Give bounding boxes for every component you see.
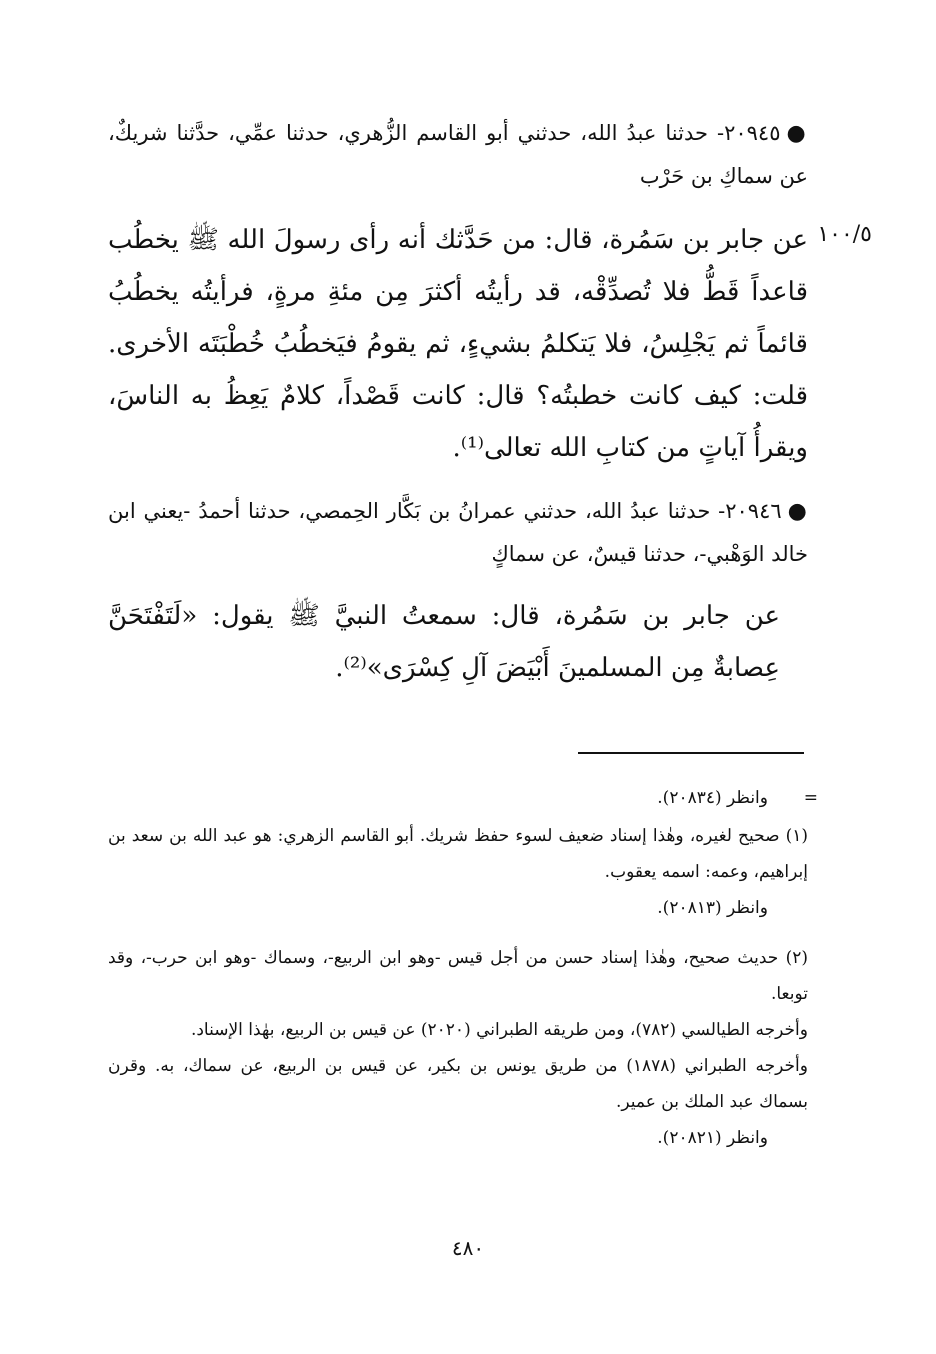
- footnote-2-takhrij-2: وأخرجه الطبراني (١٨٧٨) من طريق يونس بن بكير، عن قيس بن الربيع، عن سماك، به. وقرن بسماك عبد الملك بن عمير.: [108, 1056, 808, 1112]
- bullet-icon: ●: [786, 121, 808, 146]
- footnote-2-text: (٢) حديث صحيح، وهٰذا إسناد حسن من أجل قيس -وهو ابن الربيع-، وسماك -وهو ابن حرب-، وقد توبعا.: [108, 948, 808, 1004]
- continuation-mark: =: [803, 788, 818, 808]
- footnote-1: [108, 818, 808, 926]
- footnote-2: [108, 940, 808, 1156]
- hadith-20945-isnad: ●٢٠٩٤٥- حدثنا عبدُ الله، حدثني أبو القاسم الزُّهري، حدثنا عمِّي، حدَّثنا شريكٌ، عن سماكِ بن حَرْب: [108, 121, 808, 188]
- footnote-1-see: وانظر (٢٠٨١٣).: [657, 898, 768, 918]
- footnote-1-text: (١) صحيح لغيره، وهٰذا إسناد ضعيف لسوء حفظ شريك. أبو القاسم الزهري: هو عبد الله بن سعد بن إبراهيم، وعمه: اسمه يعقوب.: [108, 826, 808, 882]
- section-number: ١٠٠/٥: [817, 222, 872, 247]
- bullet-icon: ●: [787, 499, 808, 524]
- footnote-separator: [578, 752, 804, 754]
- footnote-carry: وانظر (٢٠٨٣٤).: [657, 788, 768, 808]
- footnote-2-takhrij-1: وأخرجه الطيالسي (٧٨٢)، ومن طريقه الطبراني (٢٠٢٠) عن قيس بن الربيع، بهٰذا الإسناد.: [190, 1020, 808, 1040]
- hadith-20946-isnad: ●٢٠٩٤٦- حدثنا عبدُ الله، حدثني عمرانُ بن بَكَّار الحِمصي، حدثنا أحمدُ -يعني ابن خالد الوَهْبي-، حدثنا قيسٌ، عن سماكٍ: [108, 499, 808, 566]
- page-number: ٤٨٠: [451, 1236, 485, 1260]
- hadith-20945-matn: عن جابر بن سَمُرة، قال: من حَدَّثك أنه رأى رسولَ الله ﷺ يخطُب قاعداً قَطُّ فلا تُصدِّقْه، قد رأيتُه أكثرَ مِن مئةِ مرةٍ، فرأيتُه يخطُبُ قائماً ثم يَجْلِسُ، فلا يَتكلمُ بشيءٍ، ثم يقومُ فيَخطُبُ خُطْبَتَه الأخرى. قلت: كيف كانت خطبتُه؟ قال: كانت قَصْداً، كلامٌ يَعِظُ به الناسَ، ويقرأُ آياتٍ من كتابِ الله تعالى⁽¹⁾.: [108, 225, 808, 463]
- footnote-2-see: وانظر (٢٠٨٢١).: [657, 1128, 768, 1148]
- hadith-20946-matn: عن جابر بن سَمُرة، قال: سمعتُ النبيَّ ﷺ يقول: «لَتَفْتَحَنَّ عِصابةٌ مِن المسلمينَ أَبْيَضَ آلِ كِسْرَى»⁽²⁾.: [108, 601, 780, 683]
